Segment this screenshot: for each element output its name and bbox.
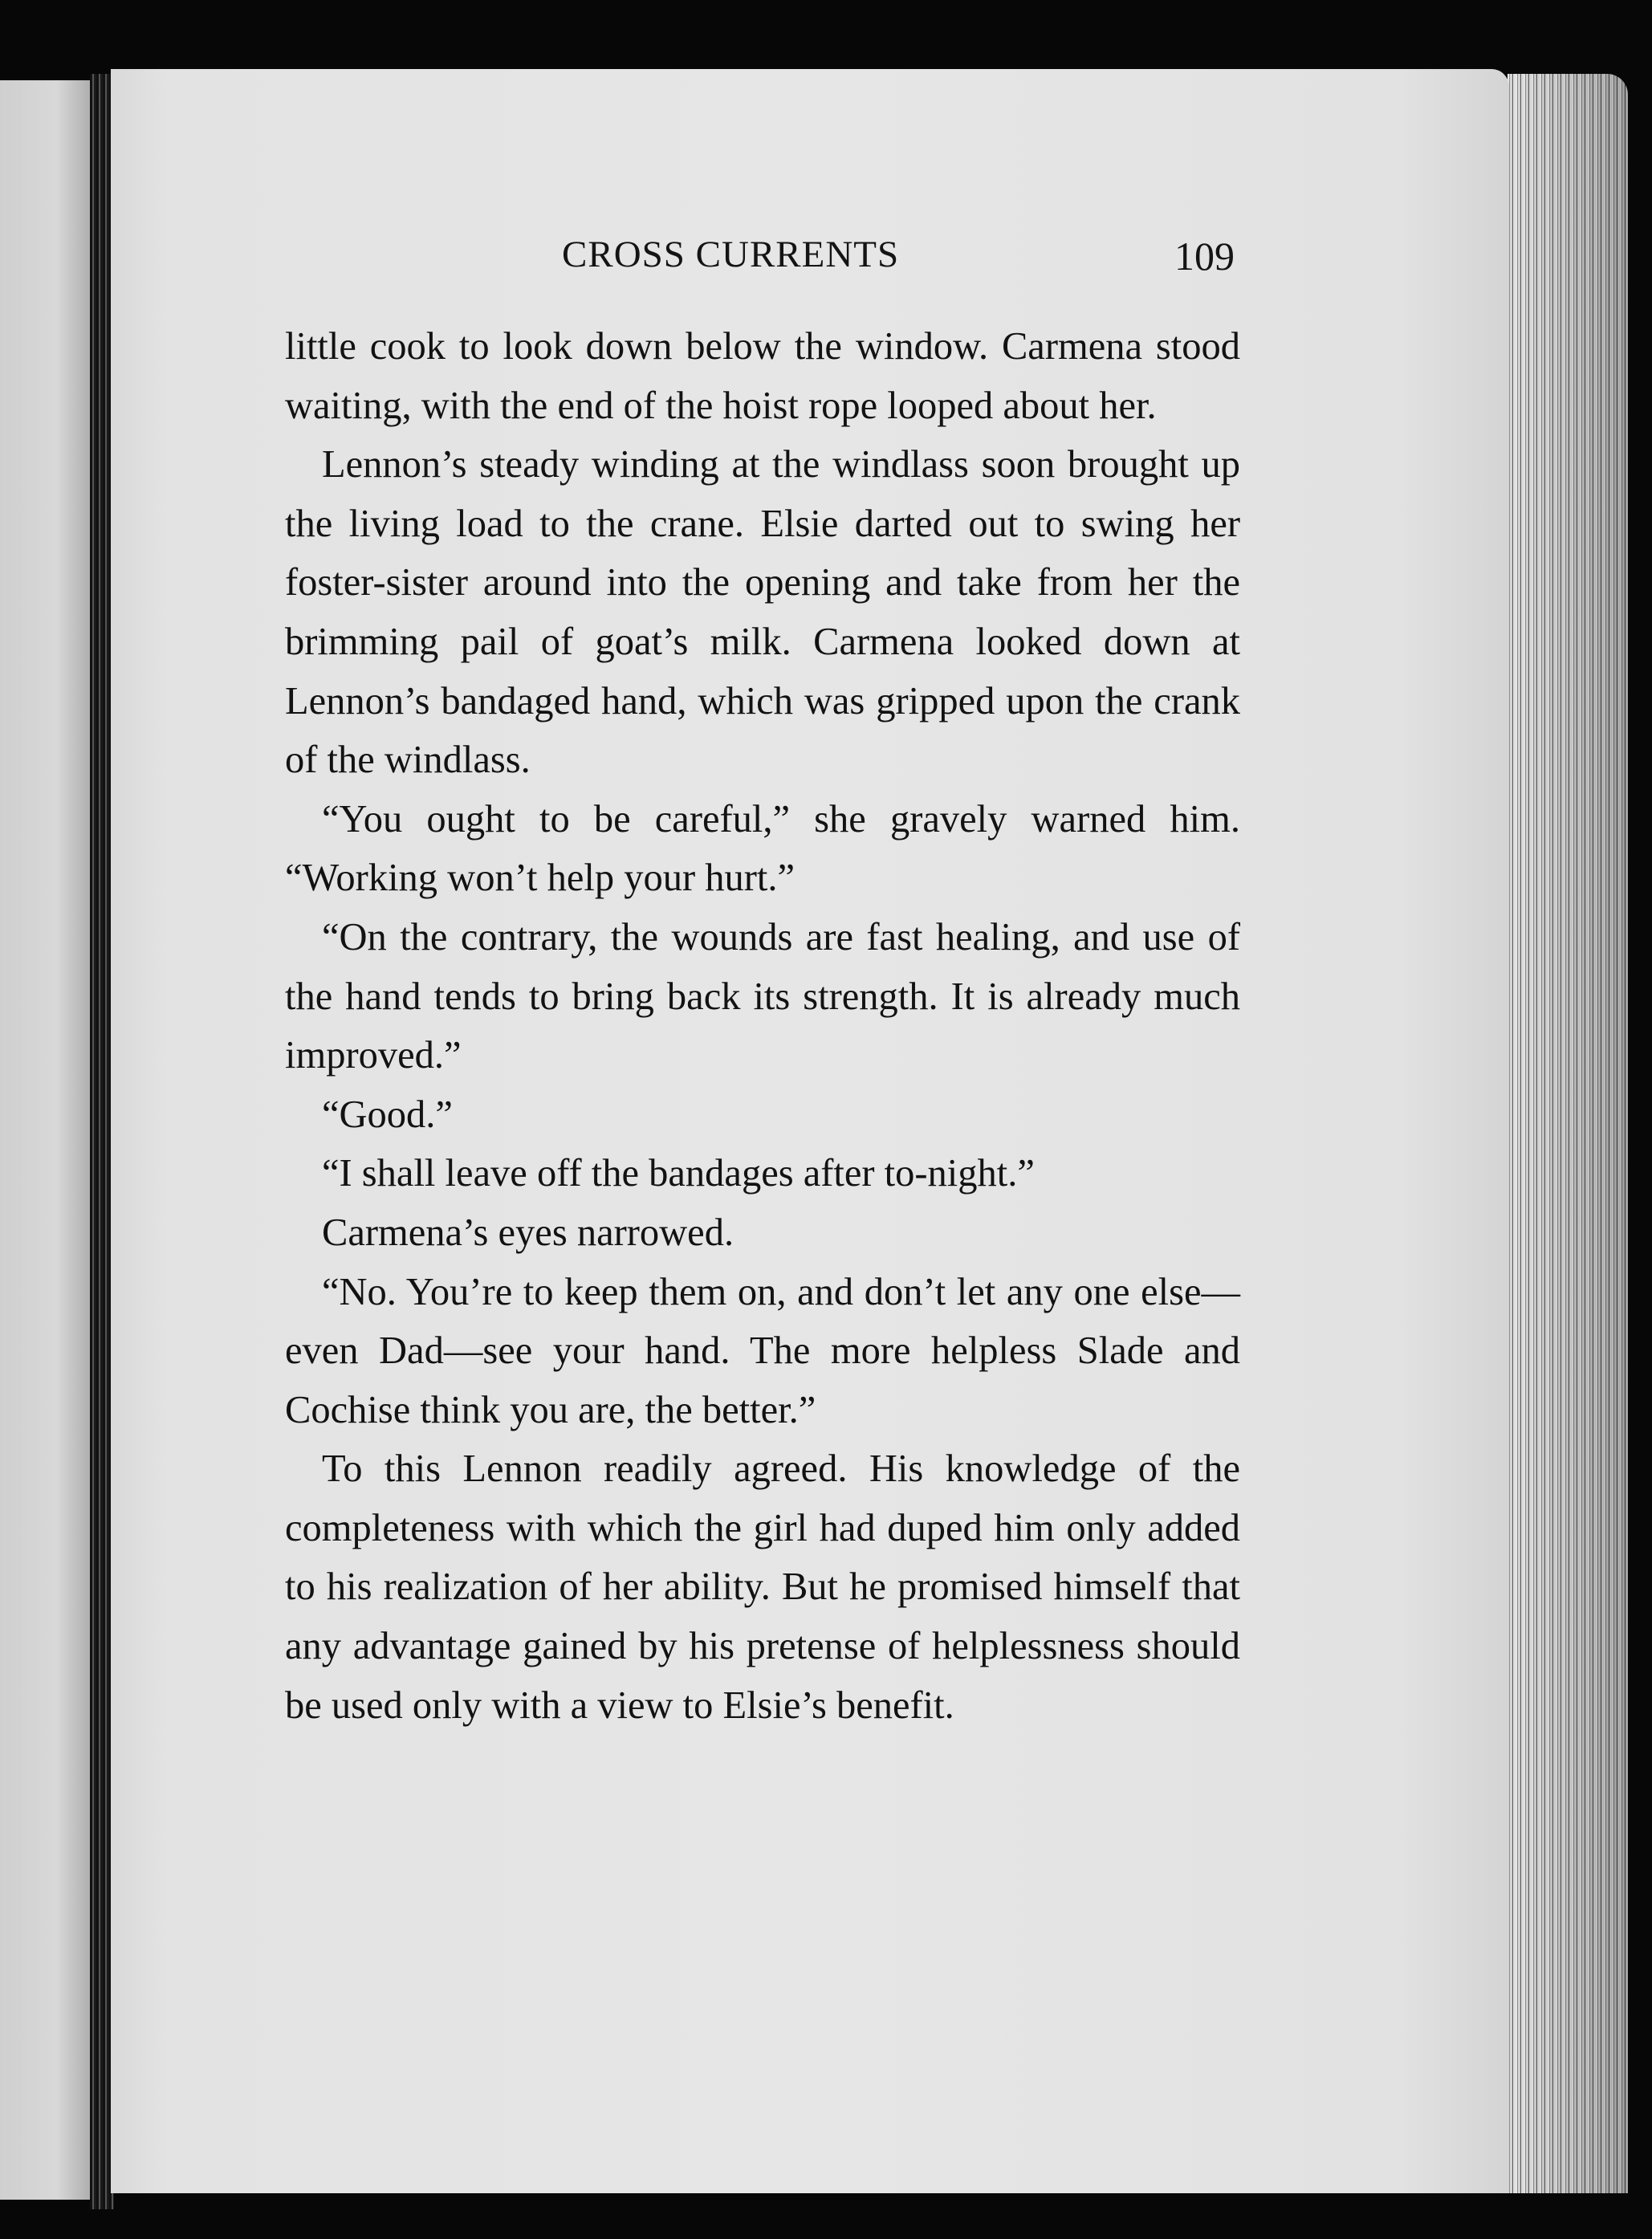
running-header — [0, 233, 1652, 281]
paragraph: Carmena’s eyes narrowed. — [322, 1211, 734, 1254]
page-number: 109 — [1174, 234, 1235, 279]
fore-edge-shadow — [1508, 74, 1628, 2193]
paragraph: “You ought to be careful,” she gravely warned him. “Working won’t help your hurt.” — [285, 797, 1240, 900]
running-title: CROSS CURRENTS — [562, 234, 900, 275]
paragraph: “No. You’re to keep them on, and don’t let any one else—even Dad—see your hand. The more helpless Slade and Cochise think you are, the better.” — [285, 1270, 1240, 1431]
paragraph: To this Lennon readily agreed. His knowledge of the completeness with which the girl had duped him only added to his realization of her ability. But he promised himself that any advantage gained by his pretense of helplessness should be used only with a view to Elsie’s benefit. — [285, 1447, 1240, 1727]
paragraph: Lennon’s steady winding at the windlass soon brought up the living load to the crane. Elsie darted out to swing her foster-sister around into the opening and take from her the brimming pail of goat’s milk. Carmena looked down at Lennon’s bandaged hand, which was gripped upon the crank of the windlass. — [285, 443, 1240, 782]
paragraph: “I shall leave off the bandages after to-night.” — [322, 1152, 1035, 1195]
body-text — [285, 317, 1240, 1735]
paragraph: “Good.” — [322, 1093, 453, 1136]
paragraph: “On the contrary, the wounds are fast healing, and use of the hand tends to bring back its strength. It is already much improved.” — [285, 915, 1240, 1077]
paragraph: little cook to look down below the window. Carmena stood waiting, with the end of the hoist rope looped about her. — [285, 325, 1240, 427]
facing-page-edge — [0, 80, 95, 2200]
